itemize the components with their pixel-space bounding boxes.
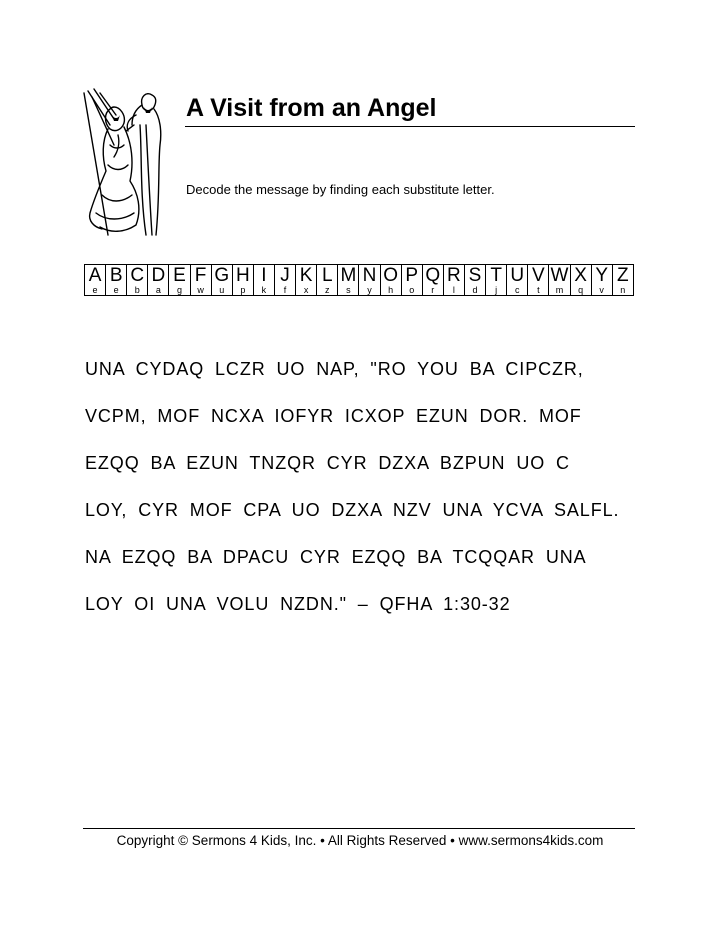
- footer-divider: [83, 828, 635, 829]
- key-cell-p: [402, 265, 423, 295]
- key-plain-letter: c: [514, 285, 520, 295]
- cipher-line: VCPM, MOF NCXA IOFYR ICXOP EZUN DOR. MOF: [85, 406, 582, 426]
- key-cell-j: [275, 265, 296, 295]
- key-cipher-letter: X: [574, 265, 587, 286]
- instructions-text: Decode the message by finding each substitute letter.: [186, 182, 495, 197]
- key-cipher-letter: F: [194, 265, 207, 286]
- key-plain-letter: n: [620, 285, 626, 295]
- key-plain-letter: t: [537, 285, 540, 295]
- key-cell-c: [127, 265, 148, 295]
- key-cipher-letter: H: [235, 265, 250, 286]
- key-cell-l: [317, 265, 338, 295]
- key-cell-x: [571, 265, 592, 295]
- key-plain-letter: h: [388, 285, 394, 295]
- key-plain-letter: g: [176, 285, 182, 295]
- key-cipher-letter: Y: [595, 265, 609, 286]
- copyright-footer: Copyright © Sermons 4 Kids, Inc. • All Rights Reserved • www.sermons4kids.com: [116, 833, 604, 848]
- key-cipher-letter: S: [468, 265, 482, 286]
- key-cell-u: [507, 265, 528, 295]
- key-cell-q: [423, 265, 444, 295]
- key-cell-v: [528, 265, 549, 295]
- title-underline: [185, 126, 635, 127]
- key-cipher-letter: Q: [425, 265, 441, 286]
- key-cipher-letter: B: [109, 265, 123, 286]
- key-plain-letter: a: [155, 285, 161, 295]
- key-cipher-letter: Z: [616, 265, 629, 286]
- key-plain-letter: m: [555, 285, 564, 295]
- key-plain-letter: x: [303, 285, 309, 295]
- key-cipher-letter: N: [362, 265, 377, 286]
- key-cell-m: [338, 265, 359, 295]
- key-cell-y: [592, 265, 613, 295]
- key-cell-o: [381, 265, 402, 295]
- key-cipher-letter: T: [490, 265, 502, 286]
- key-cell-d: [148, 265, 169, 295]
- cipher-line: LOY, CYR MOF CPA UO DZXA NZV UNA YCVA SALFL.: [85, 500, 620, 520]
- key-plain-letter: v: [599, 285, 604, 295]
- key-plain-letter: j: [495, 285, 498, 295]
- cipher-line: EZQQ BA EZUN TNZQR CYR DZXA BZPUN UO C: [85, 453, 570, 473]
- key-cell-s: [465, 265, 486, 295]
- key-cipher-letter: I: [261, 265, 267, 286]
- key-plain-letter: y: [367, 285, 372, 295]
- key-cipher-letter: E: [173, 265, 186, 286]
- key-plain-letter: b: [134, 285, 140, 295]
- key-cell-h: [233, 265, 254, 295]
- key-cell-k: [296, 265, 317, 295]
- key-cell-b: [106, 265, 127, 295]
- key-cipher-letter: U: [510, 265, 525, 286]
- key-plain-letter: d: [472, 285, 478, 295]
- key-cell-i: [254, 265, 275, 295]
- key-plain-letter: r: [431, 285, 435, 295]
- key-cipher-letter: L: [321, 265, 333, 286]
- key-cell-z: [613, 265, 633, 295]
- key-plain-letter: p: [240, 285, 246, 295]
- key-cipher-letter: G: [214, 265, 230, 286]
- key-plain-letter: w: [197, 285, 204, 295]
- angel-and-mary-illustration: [80, 85, 180, 245]
- key-plain-letter: e: [113, 285, 119, 295]
- key-cipher-letter: W: [550, 265, 569, 286]
- cipher-line: UNA CYDAQ LCZR UO NAP, "RO YOU BA CIPCZR,: [85, 359, 584, 379]
- key-cell-n: [359, 265, 380, 295]
- key-cell-a: [85, 265, 106, 295]
- key-cipher-letter: M: [340, 265, 357, 286]
- key-cipher-letter: V: [532, 265, 545, 286]
- key-cipher-letter: C: [130, 265, 145, 286]
- key-plain-letter: q: [578, 285, 584, 295]
- key-plain-letter: z: [325, 285, 330, 295]
- key-cipher-letter: J: [280, 265, 290, 286]
- key-cell-f: [191, 265, 212, 295]
- key-cell-g: [212, 265, 233, 295]
- key-plain-letter: e: [92, 285, 98, 295]
- key-plain-letter: f: [283, 285, 287, 295]
- key-cell-e: [169, 265, 190, 295]
- key-plain-letter: k: [261, 285, 267, 295]
- cipher-key-table: [84, 264, 634, 296]
- key-plain-letter: u: [219, 285, 225, 295]
- key-cipher-letter: P: [405, 265, 419, 286]
- key-plain-letter: l: [452, 285, 455, 295]
- key-plain-letter: s: [346, 285, 351, 295]
- key-cipher-letter: A: [88, 265, 102, 286]
- key-plain-letter: o: [409, 285, 415, 295]
- cipher-message: [85, 356, 645, 638]
- key-cipher-letter: K: [299, 265, 313, 286]
- key-cipher-letter: R: [447, 265, 461, 286]
- key-cipher-letter: O: [383, 265, 398, 286]
- key-cell-r: [444, 265, 465, 295]
- key-cell-w: [549, 265, 570, 295]
- cipher-line: NA EZQQ BA DPACU CYR EZQQ BA TCQQAR UNA: [85, 547, 587, 567]
- key-cipher-letter: D: [151, 265, 166, 286]
- page-title: A Visit from an Angel: [186, 94, 437, 122]
- key-cell-t: [486, 265, 507, 295]
- cipher-line: LOY OI UNA VOLU NZDN." – QFHA 1:30-32: [85, 594, 511, 614]
